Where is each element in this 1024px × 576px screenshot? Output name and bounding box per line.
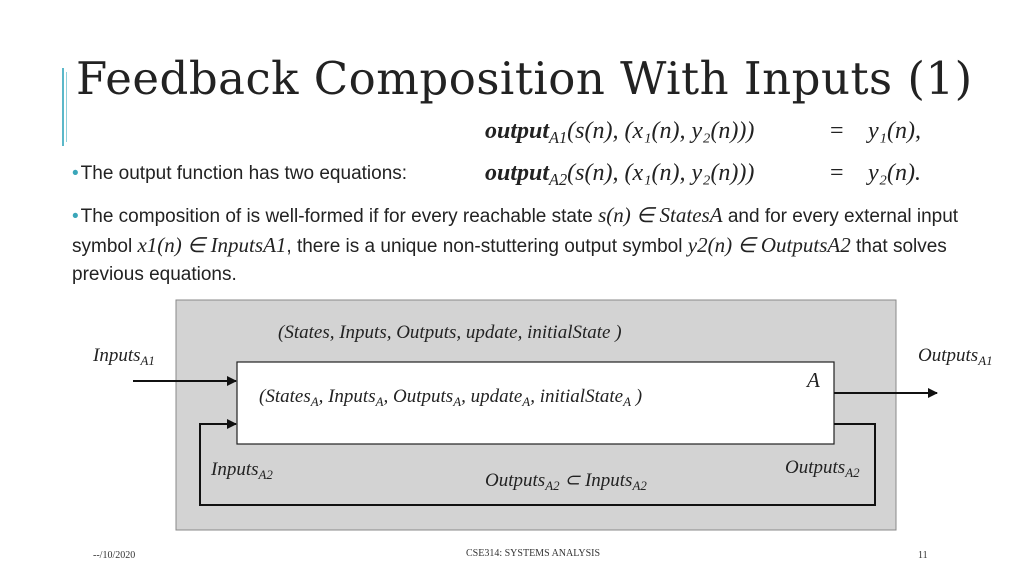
bullet-2-math-state: s(n) ∈ StatesA: [598, 203, 723, 227]
bullet-2-text-1: The composition of is well-formed if for every reachable state: [80, 206, 599, 227]
eq1-arguments: (s(n), (x₁(n), y₂(n))): [567, 118, 755, 144]
actor-name-label: A: [807, 368, 820, 392]
bullet-2-math-output: y2(n) ∈ OutputsA2: [687, 233, 851, 257]
bullet-1-text: The output function has two equations:: [80, 163, 408, 184]
output-a1-label: Outputs$_{A1}$: [918, 345, 993, 368]
eq1-function-subscript: A1: [549, 127, 568, 147]
eq1-function-name: output: [485, 118, 550, 144]
feedback-output-a2-label: Outputs$_{A2}$: [785, 457, 860, 480]
footer-page-number: 11: [918, 550, 928, 561]
bullet-dot-icon: •: [72, 206, 79, 227]
bullet-2-text-2: and for every external input symbol: [72, 206, 959, 257]
inner-tuple-label: (States$_A$, Inputs$_A$, Outputs$_A$, update$_A$, initialState$_A$ ): [259, 386, 643, 409]
eq2-equals: =: [830, 160, 844, 186]
eq2-function-subscript: A2: [549, 169, 568, 189]
eq2-function-name: output: [485, 160, 550, 186]
bullet-2-text-3: , there is a unique non-stuttering output symbol: [286, 236, 688, 257]
eq2-result: y₂(n).: [868, 160, 921, 186]
footer-date: --/10/2020: [93, 550, 136, 561]
eq1-result: y₁(n),: [868, 118, 921, 144]
eq1-equals: =: [830, 118, 844, 144]
outer-tuple-label: (States, Inputs, Outputs, update, initialState ): [278, 322, 622, 343]
eq2-arguments: (s(n), (x₁(n), y₂(n))): [567, 160, 755, 186]
bullet-dot-icon: •: [72, 163, 79, 184]
slide-title: Feedback Composition With Inputs (1): [76, 52, 973, 105]
input-a1-label: Inputs$_{A1}$: [93, 345, 155, 368]
bullet-2-text-4: that solves previous equations.: [72, 236, 947, 285]
bullet-2-math-input: x1(n) ∈ InputsA1: [137, 233, 287, 257]
feedback-input-a2-label: Inputs$_{A2}$: [211, 459, 273, 482]
subset-relation-label: Outputs$_{A2}$ ⊂ Inputs$_{A2}$: [485, 470, 647, 493]
footer-course: CSE314: SYSTEMS ANALYSIS: [466, 548, 601, 559]
